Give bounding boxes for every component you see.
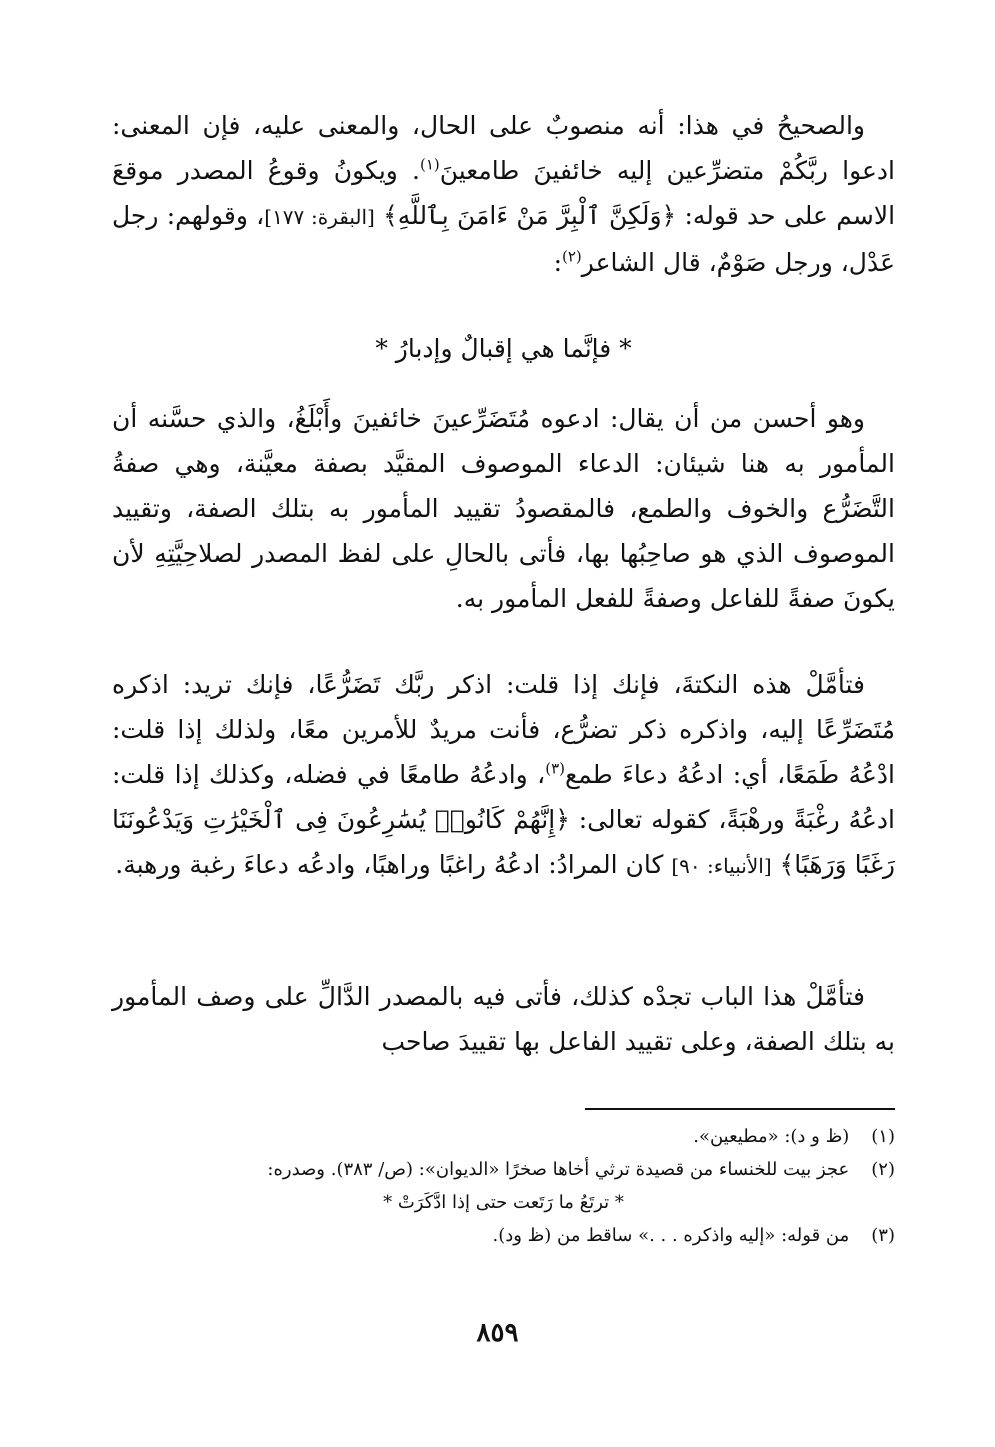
- footnote-2-text: عجز بيت للخنساء من قصيدة ترثي أخاها صخرًا «الديوان»: (ص/ ٣٨٣). وصدره:: [267, 1159, 850, 1180]
- paragraph-4: [112, 974, 895, 1064]
- footnote-1: [112, 1120, 895, 1153]
- paragraph-2: [112, 396, 895, 621]
- footnote-3-number: (٣): [871, 1225, 895, 1246]
- footnote-ref-2: (٢): [562, 247, 582, 266]
- footnote-3-text: من قوله: «إليه واذكره . . .» ساقط من (ظ ود).: [492, 1225, 850, 1246]
- quran-ref-anbiya: [الأنبياء: ٩٠]: [671, 854, 772, 878]
- paragraph-4-text: فتأمَّلْ هذا الباب تجدْه كذلك، فأتى فيه بالمصدر الدَّالِّ على وصف المأمور به بتلك الصفة، وعلى تقييد الفاعل بها تقييدَ صاحب: [112, 982, 895, 1056]
- paragraph-3: [112, 662, 895, 889]
- paragraph-2-text: وهو أحسن من أن يقال: ادعوه مُتَضَرِّعينَ خائفينَ وأَبْلَغُ، والذي حسَّنه أن المأمور به هنا شيئان: الدعاء الموصوف المقيَّد بصفة معيَّنة، وهي صفةُ التَّضَرُّع والخوف والطمع، فالمقصودُ تقييد المأمور به بتلك الصفة، وتقييد الموصوف الذي هو صاحِبُها بها، فأتى بالحالِ على لفظ المصدر لصلاحِيَّتِهِ لأن يكونَ صفةً للفاعل وصفةً للفعل المأمور به.: [112, 404, 895, 613]
- footnote-1-text: (ظ و د): «مطيعين».: [693, 1126, 850, 1147]
- footnote-separator: [585, 1108, 895, 1110]
- footnote-1-number: (١): [871, 1126, 895, 1147]
- page-number: ٨٥٩: [476, 1318, 519, 1348]
- paragraph-1-text-b: . ويكونُ وقوعُ المصدر موقعَ الاسم على حد قوله: ﴿وَلَكِنَّ ٱلْبِرَّ مَنْ ءَامَنَ بِٱللَّهِ﴾: [112, 156, 896, 230]
- paragraph-1-text-d: :: [553, 248, 562, 277]
- paragraph-3-text-b: ، وادعُهُ طامعًا في فضله، وكذلك إذا قلت: ادعُهُ رغْبَةً ورهْبَةً، كقوله تعالى: ﴿إِنَّهُمْ كَانُوا۟ يُسَٰرِعُونَ فِى ٱلْخَيْرَٰتِ وَيَدْعُونَنَا رَغَبًا وَرَهَبًا﴾: [112, 760, 895, 879]
- footnote-2-number: (٢): [871, 1159, 895, 1180]
- paragraph-1-text-c: ، وقولهم: رجل عَدْل، ورجل صَوْمٌ، قال الشاعر: [112, 201, 895, 277]
- paragraph-1: [112, 103, 895, 285]
- paragraph-3-text: فتأمَّلْ هذه النكتةَ، فإنك إذا قلت: اذكر ربَّك تَضَرُّعًا، فإنك تريد: اذكره مُتَضَرِّعًا إليه، واذكره ذكر تضرُّع، فأنت مريدٌ للأمرين معًا، ولذلك إذا قلت: ادْعُهُ طَمَعًا، أي: ادعُهُ دعاءَ طمع: [112, 670, 895, 789]
- poetry-verse: * فإنَّما هي إقبالٌ وإدبارُ *: [375, 334, 632, 363]
- quran-ref-baqarah: [البقرة: ١٧٧]: [264, 205, 375, 229]
- footnote-2: [112, 1153, 895, 1186]
- paragraph-1-text: والصحيحُ في هذا: أنه منصوبٌ على الحال، والمعنى عليه، فإن المعنى: ادعوا ربَّكُمْ متضرِّعين إليه خائفينَ طامعينَ: [112, 111, 895, 185]
- footnote-ref-1: (١): [419, 155, 440, 174]
- paragraph-3-text-c: كان المرادُ: ادعُهُ راغبًا وراهبًا، وادعُه دعاءَ رغبة ورهبة.: [115, 850, 664, 879]
- footnote-2-verse: * ترتَعُ ما رَتَعت حتى إذا ادَّكَرَتْ *: [383, 1192, 624, 1213]
- footnote-3: [112, 1219, 895, 1252]
- footnotes: [112, 1120, 895, 1252]
- footnote-ref-3: (٣): [545, 759, 565, 778]
